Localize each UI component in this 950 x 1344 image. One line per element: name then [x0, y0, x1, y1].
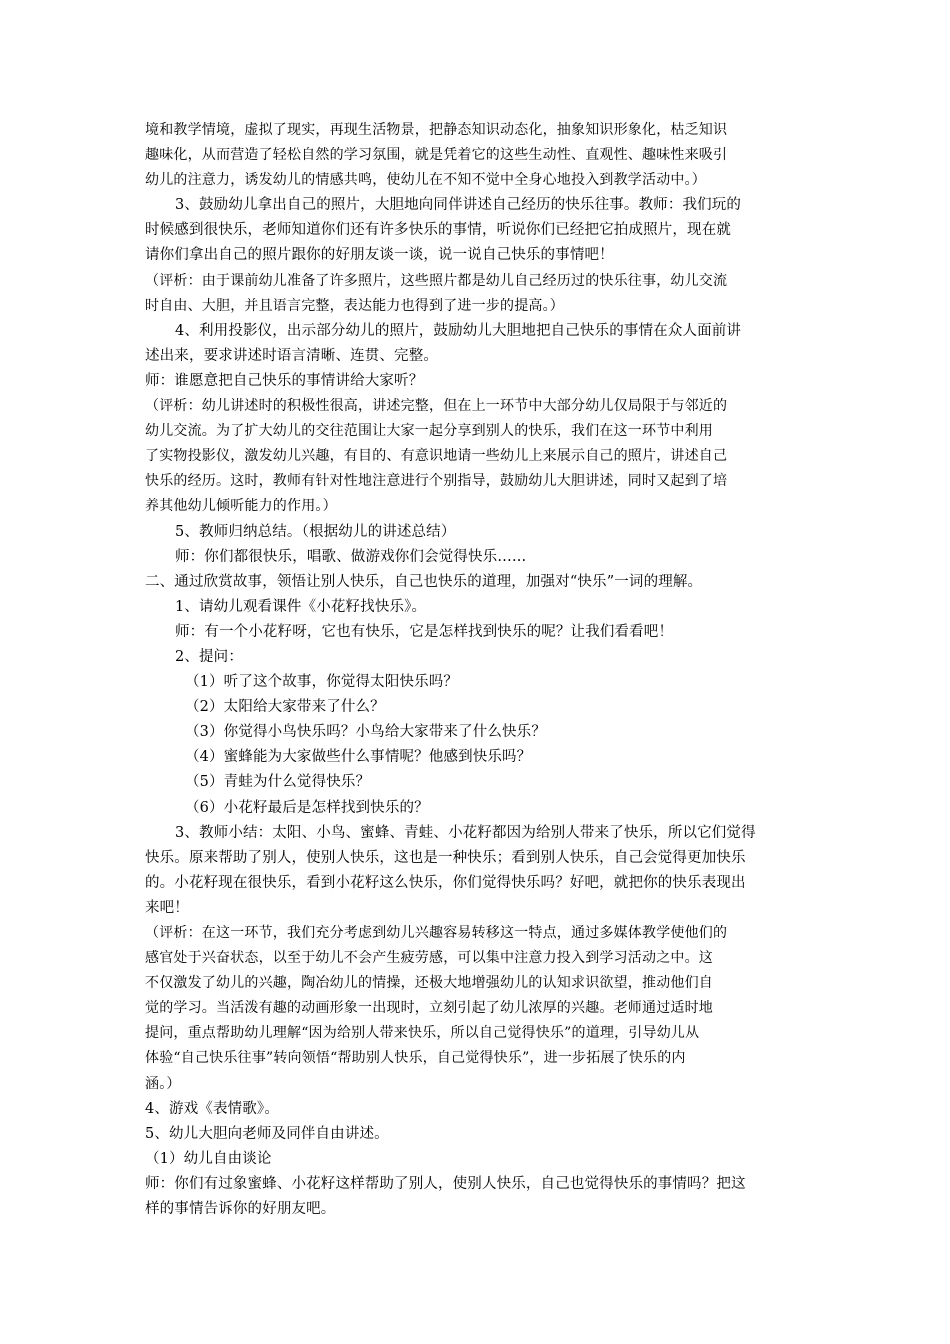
comment-line: 了实物投影仪，激发幼儿兴趣，有目的、有意识地请一些幼儿上来展示自己的照片，讲述自己: [145, 448, 728, 465]
comment-line: 快乐的经历。这时，教师有针对性地注意进行个别指导，鼓励幼儿大胆讲述，同时又起到了培: [145, 473, 728, 490]
text-line: （6）小花籽最后是怎样找到快乐的？: [185, 799, 429, 816]
comment-line: 涵。）: [145, 1075, 181, 1092]
text-line: 4、游戏《表情歌》。: [145, 1100, 279, 1117]
comment-line: 感官处于兴奋状态，以至于幼儿不会产生疲劳感，可以集中注意力投入到学习活动之中。这: [145, 950, 713, 967]
comment-line: 境和教学情境，虚拟了现实，再现生活物景，把静态知识动态化，抽象知识形象化，枯乏知识: [145, 122, 728, 138]
comment-line: 时自由、大胆，并且语言完整，表达能力也得到了进一步的提高。）: [145, 297, 564, 314]
comment-line: 觉的学习。当活泼有趣的动画形象一出现时，立刻引起了幼儿浓厚的兴趣。老师通过适时地: [145, 1000, 713, 1017]
text-line: 来吧！: [145, 899, 189, 916]
text-line: 4、利用投影仪，出示部分幼儿的照片，鼓励幼儿大胆地把自己快乐的事情在众人面前讲: [175, 322, 742, 339]
text-line: 快乐。原来帮助了别人，使别人快乐，这也是一种快乐；看到别人快乐，自己会觉得更加快乐: [145, 849, 746, 866]
text-line: 2、提问：: [175, 648, 243, 665]
comment-line: （评析：由于课前幼儿准备了许多照片，这些照片都是幼儿自己经历过的快乐往事，幼儿交流: [145, 272, 728, 289]
text-line: 的。小花籽现在很快乐，看到小花籽这么快乐，你们觉得快乐吗？好吧，就把你的快乐表现出: [145, 874, 746, 891]
text-line: （5）青蛙为什么觉得快乐？: [185, 774, 371, 791]
comment-line: （评析：幼儿讲述时的积极性很高，讲述完整，但在上一环节中大部分幼儿仅局限于与邻近的: [145, 398, 728, 415]
text-line: 5、教师归纳总结。（根据幼儿的讲述总结）: [175, 523, 456, 540]
text-line: 二、通过欣赏故事，领悟让别人快乐，自己也快乐的道理，加强对“快乐”一词的理解。: [145, 573, 703, 590]
text-line: （1）幼儿自由谈论: [145, 1150, 272, 1167]
text-line: 师：有一个小花籽呀，它也有快乐，它是怎样找到快乐的呢？让我们看看吧！: [175, 623, 674, 640]
comment-line: 幼儿的注意力，诱发幼儿的情感共鸣，使幼儿在不知不觉中全身心地投入到教学活动中。）: [145, 172, 706, 189]
text-line: 3、鼓励幼儿拿出自己的照片，大胆地向同伴讲述自己经历的快乐往事。教师：我们玩的: [175, 197, 742, 214]
text-line: （2）太阳给大家带来了什么？: [185, 699, 385, 716]
comment-line: 养其他幼儿倾听能力的作用。）: [145, 498, 337, 515]
document-body: [145, 118, 810, 1222]
text-line: 样的事情告诉你的好朋友吧。: [145, 1201, 336, 1218]
text-line: 时候感到很快乐，老师知道你们还有许多快乐的事情，听说你们已经把它拍成照片，现在就: [145, 222, 731, 239]
text-line: （3）你觉得小鸟快乐吗？小鸟给大家带来了什么快乐？: [185, 724, 546, 741]
comment-line: 提问，重点帮助幼儿理解“因为给别人带来快乐，所以自己觉得快乐”的道理，引导幼儿从: [145, 1025, 700, 1042]
comment-line: （评析：在这一环节，我们充分考虑到幼儿兴趣容易转移这一特点，通过多媒体教学使他们的: [145, 925, 728, 941]
text-line: 3、教师小结：太阳、小鸟、蜜蜂、青蛙、小花籽都因为给别人带来了快乐，所以它们觉得: [175, 824, 756, 841]
text-line: 师：你们都很快乐，唱歌、做游戏你们会觉得快乐…...: [175, 548, 527, 565]
comment-line: 体验“自己快乐往事”转向领悟“帮助别人快乐，自己觉得快乐”，进一步拓展了快乐的内: [145, 1050, 686, 1067]
text-line: 师：你们有过象蜜蜂、小花籽这样帮助了别人，使别人快乐，自己也觉得快乐的事情吗？把这: [145, 1175, 746, 1192]
text-line: 1、请幼儿观看课件《小花籽找快乐》。: [175, 598, 427, 615]
text-line: 请你们拿出自己的照片跟你的好朋友谈一谈，说一说自己快乐的事情吧！: [145, 247, 614, 264]
text-line: 述出来，要求讲述时语言清晰、连贯、完整。: [145, 347, 438, 364]
text-line: 师：谁愿意把自己快乐的事情讲给大家听？: [145, 372, 424, 389]
text-line: 5、幼儿大胆向老师及同伴自由讲述。: [145, 1125, 389, 1142]
text-line: （1）听了这个故事，你觉得太阳快乐吗？: [185, 674, 459, 691]
comment-line: 幼儿交流。为了扩大幼儿的交往范围让大家一起分享到别人的快乐，我们在这一环节中利用: [145, 423, 713, 440]
comment-line: 趣味化，从而营造了轻松自然的学习氛围，就是凭着它的这些生动性、直观性、趣味性来吸引: [145, 147, 728, 164]
text-line: （4）蜜蜂能为大家做些什么事情呢？他感到快乐吗？: [185, 749, 532, 766]
comment-line: 不仅激发了幼儿的兴趣，陶冶幼儿的情操，还极大地增强幼儿的认知求识欲望，推动他们自: [145, 975, 713, 992]
